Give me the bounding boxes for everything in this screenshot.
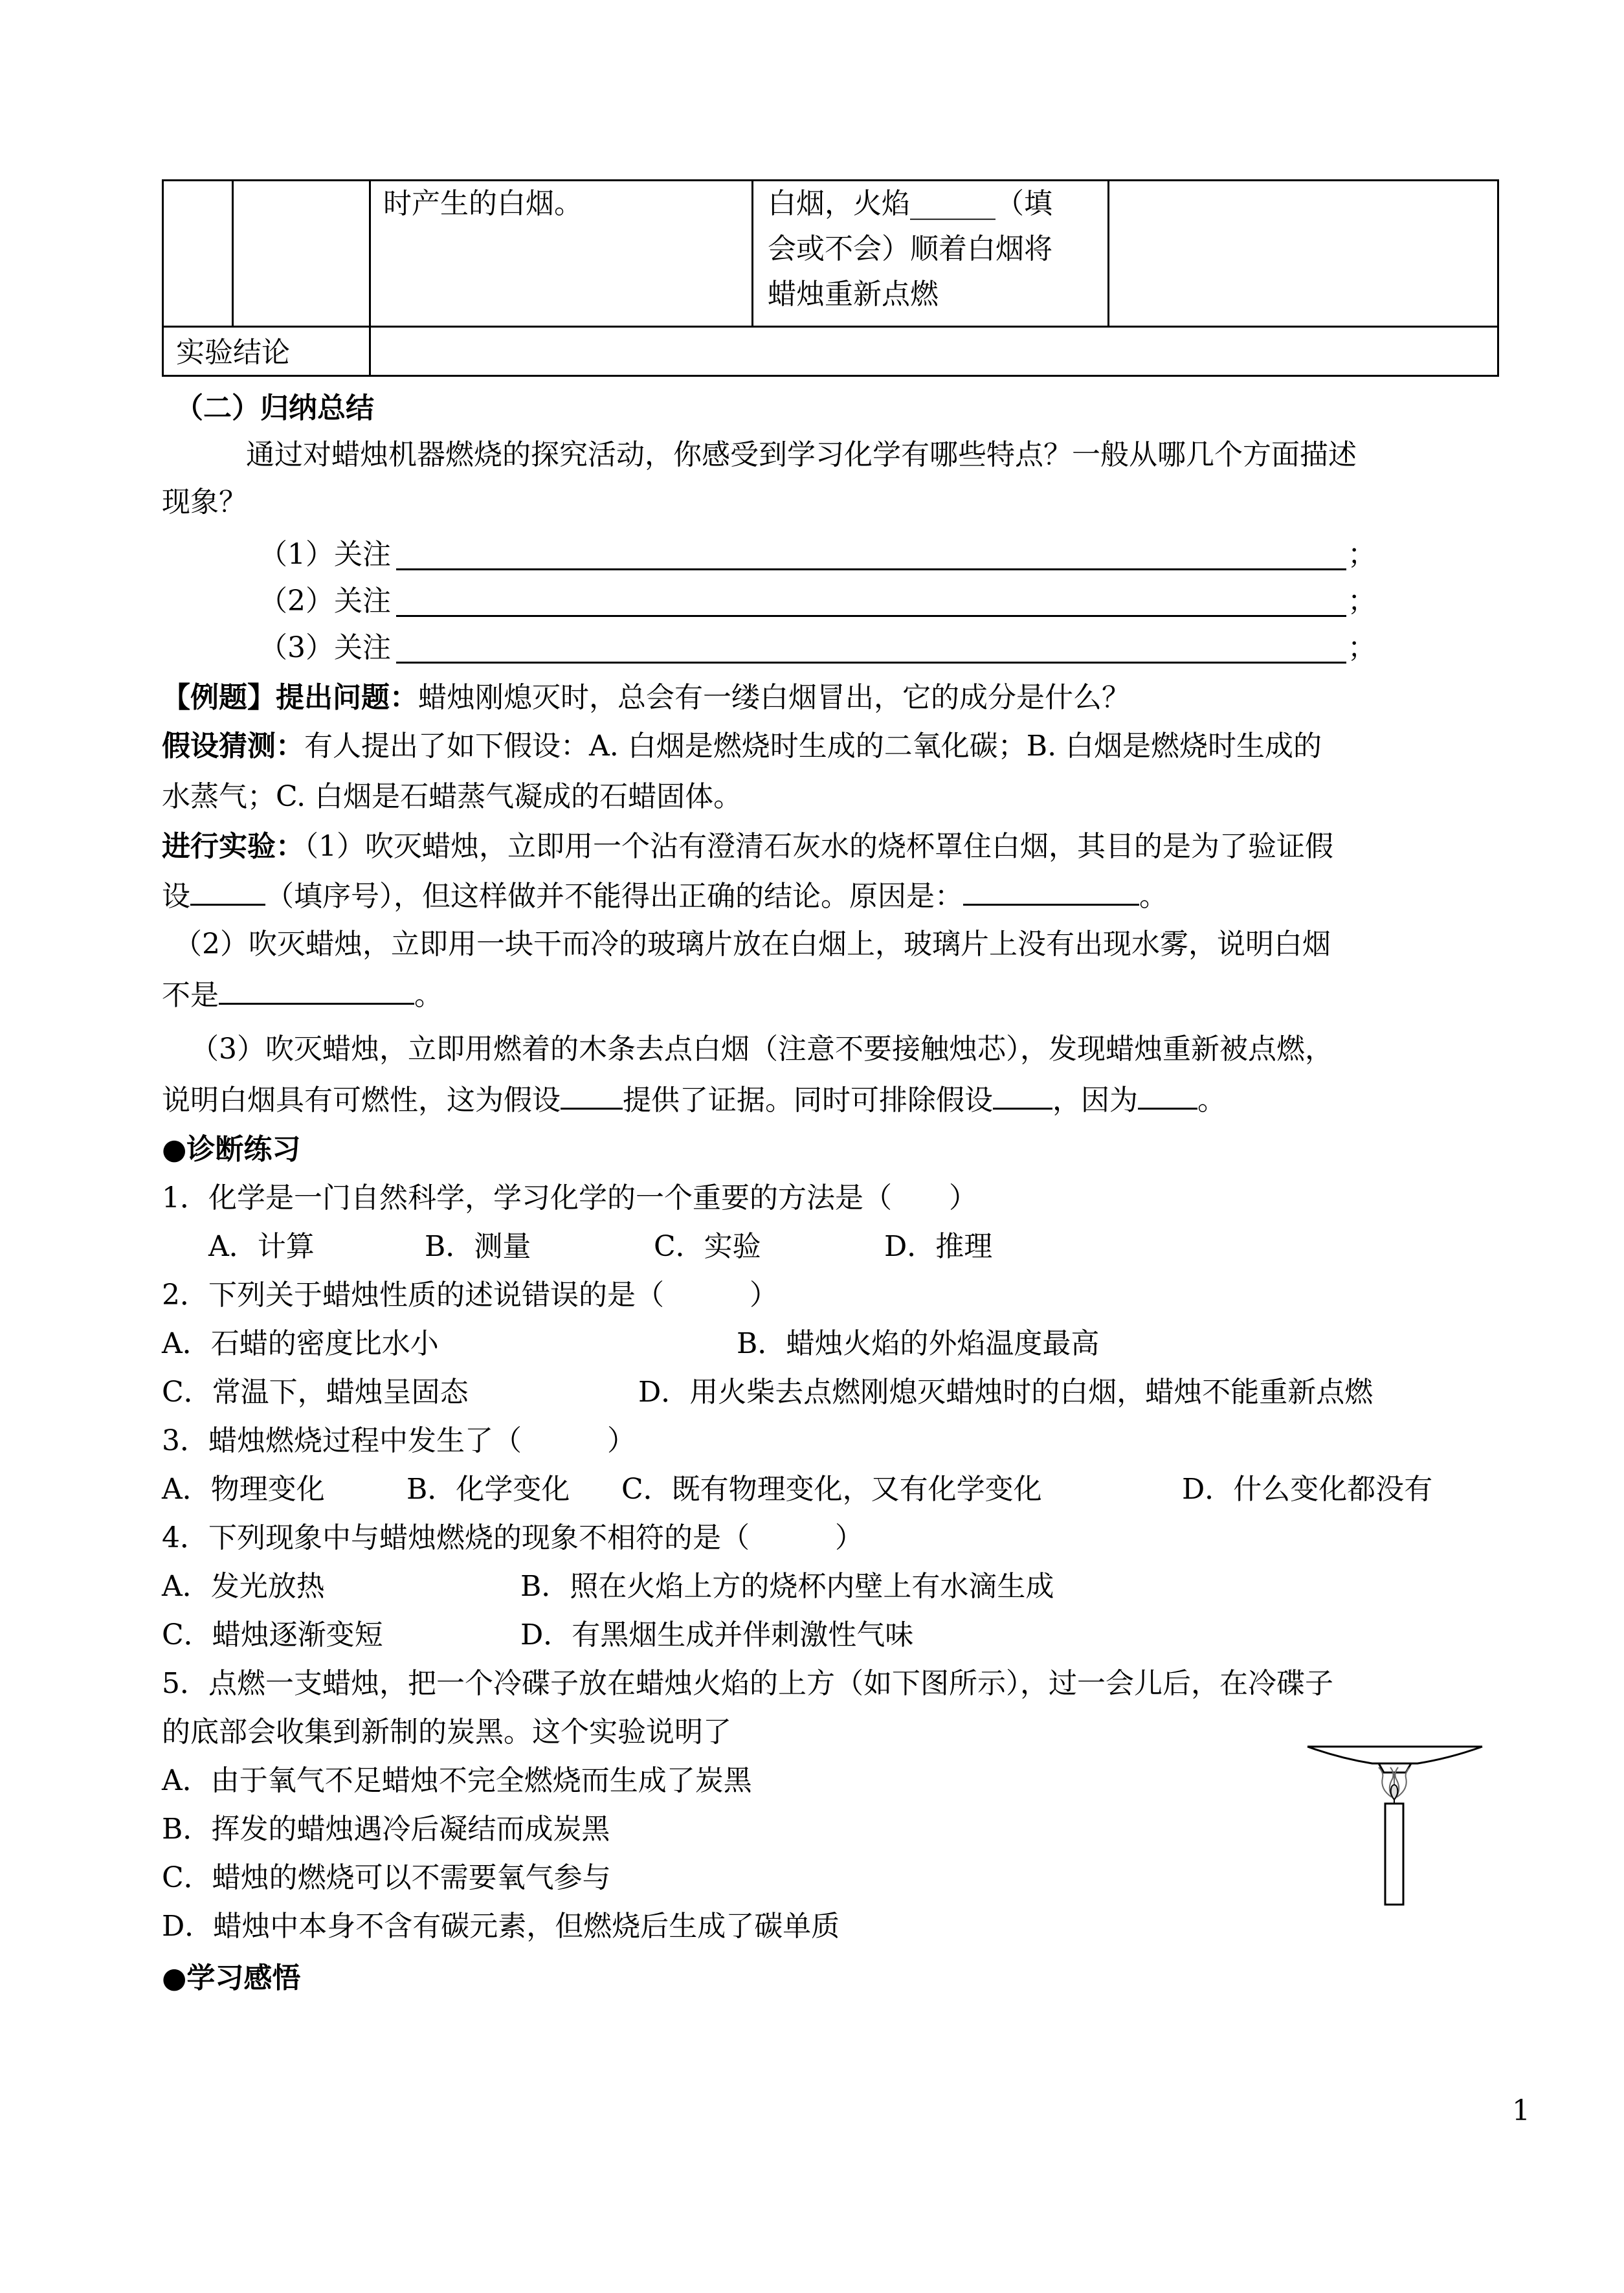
question-3-option-c: C．既有物理变化，又有化学变化: [621, 1473, 1042, 1506]
summary-item-2-label: （2）关注: [259, 585, 391, 618]
question-5-line2: 的底部会收集到新制的炭黑。这个实验说明了: [162, 1716, 731, 1749]
experiment-3-line2: [162, 1079, 1226, 1121]
question-2-option-b: B．蜡烛火焰的外焰温度最高: [737, 1327, 1100, 1360]
table-row-divider: [162, 326, 1499, 328]
example-question-line: [162, 678, 1130, 718]
question-5-option-d: D．蜡烛中本身不含有碳元素，但燃烧后生成了碳单质: [162, 1910, 840, 1943]
reflection-heading: ●学习感悟: [162, 1962, 301, 1995]
question-3-option-d: D．什么变化都没有: [1182, 1473, 1433, 1506]
hypothesis-line2: 水蒸气；C. 白烟是石蜡蒸气凝成的石蜡固体。: [162, 780, 742, 813]
table-cell-observation: 时产生的白烟。: [383, 187, 583, 220]
summary-item-1-blank: [396, 568, 1346, 570]
question-3-option-a: A．物理变化: [162, 1473, 325, 1506]
practice-heading: ●诊断练习: [162, 1133, 301, 1166]
experiment-3-part-c: ，因为: [1052, 1084, 1138, 1117]
experiment-1-prefix: 设: [162, 880, 190, 913]
table-label-conclusion: 实验结论: [176, 336, 290, 369]
question-5-option-b: B．挥发的蜡烛遇冷后凝结而成炭黑: [162, 1813, 610, 1846]
experiment-line1: [162, 827, 1333, 867]
question-1-option-d: D．推理: [884, 1230, 993, 1263]
question-4-option-b: B．照在火焰上方的烧杯内壁上有水滴生成: [520, 1570, 1054, 1603]
experiment-2-prefix: 不是: [162, 979, 219, 1012]
experiment-table: [162, 179, 1499, 377]
plate-body: [1307, 1747, 1482, 1763]
table-border-right: [1497, 179, 1499, 377]
hypothesis-line1: [162, 726, 1322, 766]
question-2-option-a: A．石蜡的密度比水小: [162, 1327, 439, 1360]
summary-item-2-end: ；: [1348, 585, 1376, 618]
experiment-3-blank-1: [561, 1079, 623, 1110]
question-5-option-a: A．由于氧气不足蜡烛不完全燃烧而生成了炭黑: [162, 1764, 752, 1797]
question-5-line1: 5．点燃一支蜡烛，把一个冷碟子放在蜡烛火焰的上方（如下图所示），过一会儿后，在冷碟子: [162, 1667, 1333, 1700]
table-cell-phenomenon-line1: 白烟，火焰______（填: [768, 187, 1052, 220]
experiment-3-blank-2: [993, 1079, 1052, 1110]
experiment-2-line2: [162, 974, 443, 1016]
candle-body: [1385, 1804, 1403, 1905]
summary-question-line2: 现象？: [162, 486, 247, 519]
question-5-option-c: C．蜡烛的燃烧可以不需要氧气参与: [162, 1861, 611, 1894]
experiment-1-text: （1）吹灭蜡烛，立即用一个沾有澄清石灰水的烧杯罩住白烟，其目的是为了验证假: [304, 830, 1333, 863]
question-2-option-c: C．常温下，蜡烛呈固态: [162, 1376, 469, 1409]
experiment-3-part-a: 说明白烟具有可燃性，这为假设: [162, 1084, 561, 1117]
example-question-text: 蜡烛刚熄灭时，总会有一缕白烟冒出，它的成分是什么？: [418, 681, 1130, 714]
experiment-1-line2: [162, 875, 1168, 917]
experiment-1-middle: （填序号），但这样做并不能得出正确的结论。原因是：: [265, 880, 963, 913]
experiment-3-blank-3: [1138, 1079, 1197, 1110]
experiment-3-line1: （3）吹灭蜡烛，立即用燃着的木条去点白烟（注意不要接触烛芯），发现蜡烛重新被点燃，: [190, 1033, 1333, 1066]
table-border-left: [162, 179, 164, 377]
summary-item-1-end: ；: [1348, 538, 1376, 571]
question-4-option-d: D．有黑烟生成并伴刺激性气味: [520, 1618, 914, 1651]
experiment-3-part-d: 。: [1197, 1084, 1226, 1117]
experiment-2-end: 。: [414, 979, 443, 1012]
experiment-1-end: 。: [1139, 880, 1168, 913]
summary-item-3-label: （3）关注: [259, 631, 391, 664]
experiment-3-part-b: 提供了证据。同时可排除假设: [623, 1084, 993, 1117]
question-1-option-b: B．测量: [425, 1230, 531, 1263]
question-4: 4．下列现象中与蜡烛燃烧的现象不相符的是（ ）: [162, 1521, 863, 1554]
hypothesis-text-1: 有人提出了如下假设：A. 白烟是燃烧时生成的二氧化碳；B. 白烟是燃烧时生成的: [304, 730, 1322, 763]
summary-question-line1: 通过对蜡烛机器燃烧的探究活动，你感受到学习化学有哪些特点？一般从哪几个方面描述: [246, 438, 1357, 471]
experiment-label: 进行实验：: [162, 830, 304, 863]
question-3-option-b: B．化学变化: [406, 1473, 570, 1506]
question-4-option-c: C．蜡烛逐渐变短: [162, 1618, 383, 1651]
question-1-option-c: C．实验: [654, 1230, 761, 1263]
table-col-divider-4: [1107, 179, 1109, 326]
table-col-divider-1: [232, 179, 234, 326]
summary-item-2-blank: [396, 615, 1346, 617]
experiment-2-blank: [219, 974, 414, 1005]
candle-plate-figure: [1301, 1735, 1495, 1910]
summary-item-1-label: （1）关注: [259, 538, 391, 571]
question-1: 1．化学是一门自然科学，学习化学的一个重要的方法是（ ）: [162, 1181, 977, 1214]
hypothesis-label: 假设猜测：: [162, 730, 304, 763]
experiment-1-blank-hypothesis: [190, 875, 265, 906]
question-2-option-d: D．用火柴去点燃刚熄灭蜡烛时的白烟，蜡烛不能重新点燃: [638, 1376, 1374, 1409]
question-3: 3．蜡烛燃烧过程中发生了（ ）: [162, 1424, 636, 1457]
example-question-label: 提出问题：: [276, 681, 418, 714]
question-1-option-a: A．计算: [208, 1230, 315, 1263]
table-col-divider-3: [751, 179, 753, 326]
question-4-option-a: A．发光放热: [162, 1570, 325, 1603]
summary-heading: （二）归纳总结: [175, 392, 374, 425]
summary-item-3-blank: [396, 662, 1346, 664]
experiment-1-blank-reason: [963, 875, 1139, 906]
table-col-divider-2: [369, 179, 371, 377]
table-border-bottom: [162, 375, 1499, 377]
page-number: 1: [1512, 2094, 1530, 2127]
example-tag: 【例题】: [162, 681, 276, 714]
table-cell-phenomenon-line3: 蜡烛重新点燃: [768, 278, 939, 311]
question-2: 2．下列关于蜡烛性质的述说错误的是（ ）: [162, 1279, 778, 1312]
table-cell-phenomenon-line2: 会或不会）顺着白烟将: [768, 232, 1052, 265]
summary-item-3-end: ；: [1348, 631, 1376, 664]
experiment-2-line1: （2）吹灭蜡烛，立即用一块干而冷的玻璃片放在白烟上，玻璃片上没有出现水雾，说明白烟: [173, 928, 1331, 961]
